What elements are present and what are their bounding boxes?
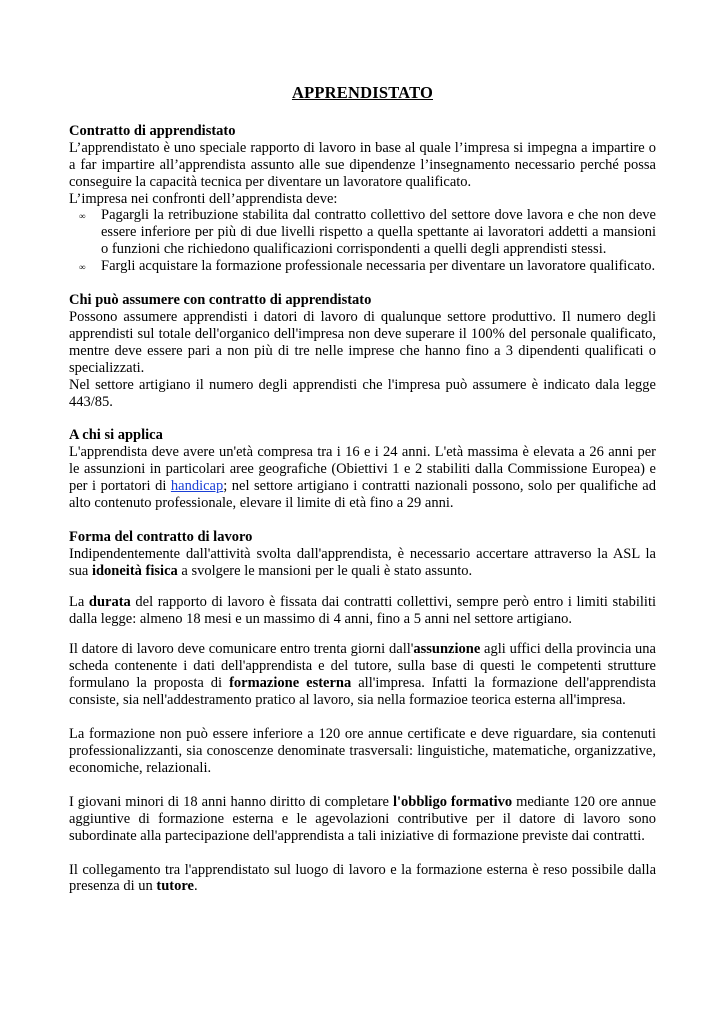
paragraph: La formazione non può essere inferiore a 120 ore annue certificate e deve riguardare, sia contenuti professionalizzanti, sia conoscenze denominate trasversali: linguistiche, matematiche, organizzative, economiche, relazionali.	[69, 726, 656, 776]
handicap-link[interactable]: handicap	[170, 478, 224, 495]
section-heading: Forma del contratto di lavoro	[69, 528, 253, 545]
section-heading: Contratto di apprendistato	[69, 122, 236, 139]
section-contratto	[69, 123, 656, 275]
paragraph: Possono assumere apprendisti i datori di lavoro di qualunque settore produttivo. Il numero degli apprendisti sul totale dell'organico dell'impresa non deve superare il 100% del personale qualificato, mentre deve essere pari a non più di tre nelle imprese che hanno fino a 3 dipendenti qualificati o specializzati.	[69, 308, 656, 376]
section-heading: A chi si applica	[69, 427, 163, 444]
list-item: ∞ Fargli acquistare la formazione professionale necessaria per diventare un lavoratore qualificato.	[79, 258, 656, 275]
infinity-bullet-icon: ∞	[79, 211, 86, 222]
paragraph: La durata del rapporto di lavoro è fissata dai contratti collettivi, sempre però entro i limiti stabiliti dalla legge: almeno 18 mesi e un massimo di 4 anni, fino a 5 anni nel settore artigiano.	[69, 593, 657, 627]
paragraph: L'apprendista deve avere un'età compresa tra i 16 e i 24 anni. L'età massima è elevata a 26 anni per le assunzioni in particolari aree geografiche (Obiettivi 1 e 2 stabiliti dalla Commissione Europea) e per i portatori di handicap; nel settore artigiano i contratti nazionali possono, solo per qualifiche ad alto contenuto professionale, elevare il limite di età fino a 29 anni.	[69, 444, 656, 512]
paragraph: Nel settore artigiano il numero degli apprendisti che l'impresa può assumere è indicato dala legge 443/85.	[69, 376, 656, 410]
paragraph: Il datore di lavoro deve comunicare entro trenta giorni dall'assunzione agli uffici della provincia una scheda contenente i dati dell'apprendista e del tutore, sulla base di questi le competenti strutture formulano la proposta di formazione esterna all'impresa. Infatti la formazione dell'apprendista consiste, sia nell'addestramento pratico al lavoro, sia nella formazioe teorica esterna all'impresa.	[69, 641, 656, 709]
paragraph: L’apprendistato è uno speciale rapporto di lavoro in base al quale l’impresa si impegna a impartire o a far impartire all’apprendista assunto alle sue dipendenze l’insegnamento necessario perché possa conseguire la capacità tecnica per diventare un lavoratore qualificato.	[69, 139, 656, 190]
infinity-bullet-icon: ∞	[79, 262, 86, 273]
section-chi-puo-assumere	[69, 292, 656, 410]
document-page	[69, 85, 656, 895]
paragraph: I giovani minori di 18 anni hanno diritto di completare l'obbligo formativo mediante 120 ore annue aggiuntive di formazione esterna e le agevolazioni contributive per il datore di lavoro sono subordinate alla partecipazione dell'apprendista a tali iniziative di formazione previste dai contratti.	[69, 793, 657, 844]
paragraph: Il collegamento tra l'apprendistato sul luogo di lavoro e la formazione esterna è reso possibile dalla presenza di un tutore.	[69, 861, 656, 895]
list-item: ∞ Pagargli la retribuzione stabilita dal contratto collettivo del settore dove lavora e che non deve essere inferiore per più di due livelli rispetto a quella spettante ai lavoratori addetti a mansioni o funzioni che richiedono qualificazioni corrispondenti a quelli degli apprendisti stessi.	[79, 207, 656, 258]
section-forma-contratto	[69, 529, 656, 895]
document-title: APPRENDISTATO	[291, 83, 434, 102]
section-heading: Chi può assumere con contratto di apprendistato	[69, 292, 372, 309]
bullet-list	[69, 207, 656, 275]
section-a-chi-si-applica	[69, 427, 656, 512]
paragraph: Indipendentemente dall'attività svolta dall'apprendista, è necessario accertare attraverso la ASL la sua idoneità fisica a svolgere le mansioni per le quali è stato assunto.	[69, 545, 656, 579]
paragraph: L’impresa nei confronti dell’apprendista deve:	[69, 190, 338, 207]
